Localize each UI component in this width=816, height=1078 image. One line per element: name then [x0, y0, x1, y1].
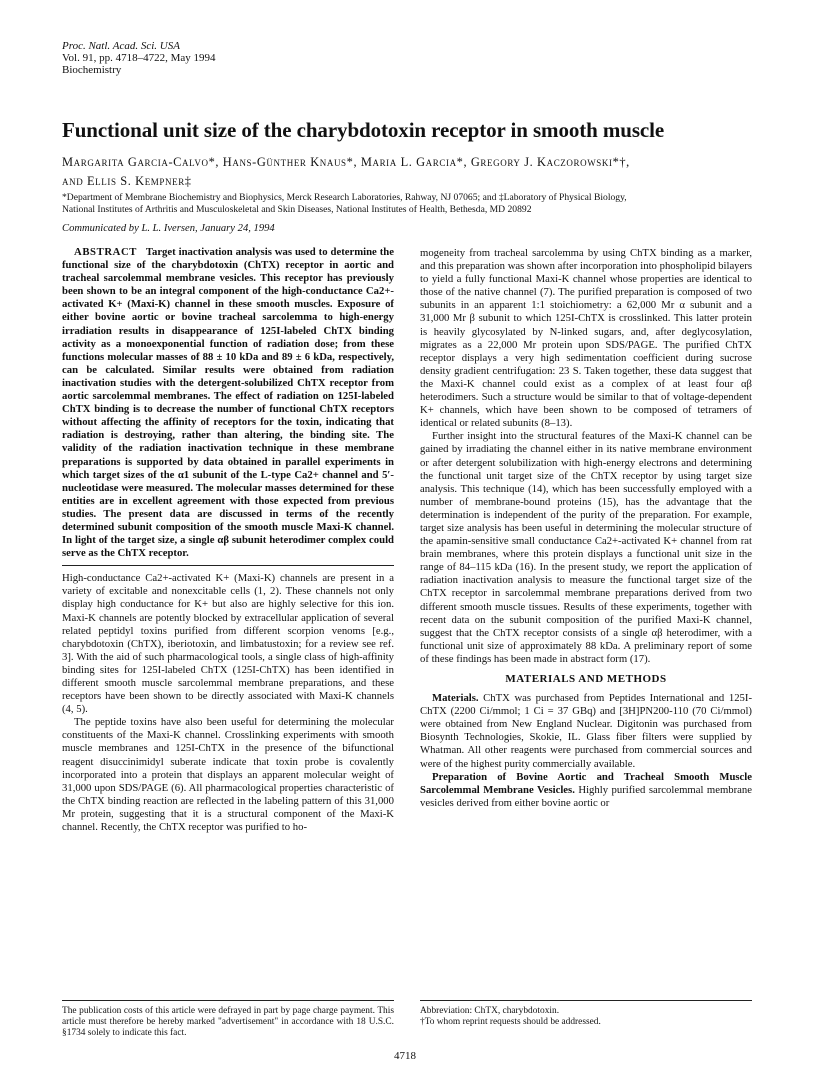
footnote-divider-left	[62, 1000, 394, 1001]
footnotes	[420, 1006, 752, 1028]
materials-paragraph	[420, 692, 752, 771]
publication-cost-note: The publication costs of this article were defrayed in part by page charge payment. This article must therefore be hereby marked "advertisement" in accordance with 18 U.S.C. §1734 solely to indicate this fact.	[62, 1006, 394, 1038]
footnote-divider-right	[420, 1000, 752, 1001]
intro-paragraph-3: mogeneity from tracheal sarcolemma by using ChTX binding as a marker, and this preparation was shown after incorporation into phospholipid bilayers to yield a fully functional Maxi-K channel whose properties are identical to those of the native channel (7). The purified preparation is composed of two subunits in an apparent 1:1 stoichiometry: a 62,000 Mr α subunit and a 31,000 Mr β subunit to which 125I-ChTX is crosslinked. This latter protein is heavily glycosylated by N-linked sugars, and, after deglycosylation, migrates as a 22,000 Mr protein upon SDS/PAGE. The purified ChTX receptor displays a very high sedimentation coefficient during sucrose density gradient centrifugation: 23 S. Taken together, these data suggest that the Maxi-K channel could exist as a complex of at least four αβ heterodimers. Such a structure would be similar to that of voltage-dependent K+ channels, which have been shown to be composed of tetramers of identical or related subunits (8–13).	[420, 247, 752, 430]
preparation-label: Preparation of Bovine Aortic and Tracheal Smooth Muscle Sarcolemmal Membrane Vesicles.	[420, 770, 752, 796]
methods-heading: MATERIALS AND METHODS	[505, 673, 667, 685]
affiliation-line-1: *Department of Membrane Biochemistry and Biophysics, Merck Research Laboratories, Rahway, NJ 07065; and ‡Laboratory of Physical Biology,	[62, 192, 627, 203]
journal-header	[62, 40, 216, 76]
preparation-paragraph	[420, 771, 752, 810]
right-column	[420, 247, 752, 810]
intro-paragraph-4: Further insight into the structural features of the Maxi-K channel can be gained by irradiating the channel either in its native membrane environment or after detergent solubilization with high-energy electrons and determining the functional unit target size of the ChTX receptor by using target size analysis. This technique (14), which has been successfully employed with a number of membrane-bound proteins (15), has the advantage that the determination is independent of the purity of the preparation. For example, target size analysis has been useful in determining the molecular structure of the apamin-sensitive small conductance Ca2+-activated K+ channel from rat brain membranes, where this protein displays a functional unit size in the range of 84–115 kDa (16). In the present study, we report the application of radiation inactivation analysis to measure the functional target size of the ChTX receptor in sarcolemmal membrane preparations derived from two different smooth muscle tissues. Results of these experiments, together with recent data on the subunit composition of the purified Maxi-K channel, suggest that the ChTX receptor consists of a single αβ heterodimer, with a functional unit size of approximately 88 kDa. A preliminary report of some of these findings has been made in abstract form (17).	[420, 430, 752, 665]
materials-text: ChTX was purchased from Peptides International and 125I-ChTX (2200 Ci/mmol; 1 Ci = 37 GBq) and [3H]PN200-110 (70 Ci/mmol) were obtained from New England Nuclear. Digitonin was purchased from Biosynth Technologies, Skokie, IL. Glass fiber filters were supplied by Whatman. All other reagents were purchased from commercial sources and were of the highest purity commercially available.	[420, 692, 753, 770]
communicated-by: Communicated by L. L. Iversen, January 24, 1994	[62, 223, 275, 234]
preparation-text: Highly purified sarcolemmal membrane vesicles derived from either bovine aortic or	[420, 783, 753, 809]
materials-label: Materials.	[432, 692, 479, 705]
abstract-text: Target inactivation analysis was used to determine the functional size of the charybdotoxin (ChTX) receptor in aortic and tracheal sarcolemmal membrane vesicles. This receptor has previously been shown to be an integral component of the high-conductance Ca2+-activated K+ (Maxi-K) channel in these smooth muscles. Exposure of either bovine aortic or bovine tracheal sarcolemma to high-energy irradiation results in disappearance of 125I-labeled ChTX binding activity as a monoexponential function of radiation dose; from these functions molecular masses of 88 ± 10 kDa and 89 ± 6 kDa, respectively, can be calculated. Similar results were obtained from radiation inactivation studies with the detergent-solubilized ChTX receptor from aortic sarcolemmal membranes. The effect of radiation on 125I-labeled ChTX binding is to decrease the number of functional ChTX receptors without affecting the affinity of receptors for the toxin, indicating that radiation is destroying, rather than altering, the binding site. The validity of the radiation inactivation technique in these membrane preparations is supported by data obtained in parallel experiments in which target sizes of the α1 subunit of the L-type Ca2+ channel and 5′-nucleotidase were measured. The molecular masses determined for these entities are in excellent agreement with those expected from previous studies. The present data are discussed in terms of the recently determined subunit composition of the smooth muscle Maxi-K channel. In light of the target size, a single αβ subunit heterodimer complex could serve as the ChTX receptor.	[62, 246, 394, 560]
intro-paragraph-2: The peptide toxins have also been useful for determining the molecular constituents of the Maxi-K channel. Crosslinking experiments with smooth muscle membranes and 125I-ChTX in the presence of the bifunctional reagent disuccinimidyl suberate indicate that toxin probe is covalently incorporated into a protein that displays an apparent molecular weight of 31,000 upon SDS/PAGE (6). All pharmacological properties characteristic of the ChTX binding reaction are reflected in the labeling pattern of this 31,000 Mr protein, suggesting that it is a structural component of the Maxi-K channel. Recently, the ChTX receptor was purified to ho-	[62, 716, 394, 834]
journal-section: Biochemistry	[62, 64, 122, 76]
author-line-2: and Ellis S. Kempner‡	[62, 174, 192, 188]
journal-name: Proc. Natl. Acad. Sci. USA	[62, 40, 180, 52]
reprint-note: †To whom reprint requests should be addressed.	[420, 1017, 601, 1027]
abstract-divider	[62, 565, 394, 566]
journal-volume: Vol. 91, pp. 4718–4722, May 1994	[62, 52, 216, 64]
article-title: Functional unit size of the charybdotoxin receptor in smooth muscle	[62, 118, 665, 142]
affiliation-line-2: National Institutes of Arthritis and Musculoskeletal and Skin Diseases, National Institutes of Health, Bethesda, MD 20892	[62, 204, 532, 215]
abbreviation-note: Abbreviation: ChTX, charybdotoxin.	[420, 1006, 560, 1016]
page-number: 4718	[394, 1050, 416, 1062]
author-list	[62, 153, 762, 191]
affiliations	[62, 192, 762, 216]
author-line-1: Margarita Garcia-Calvo*, Hans-Günther Knaus*, Maria L. Garcia*, Gregory J. Kaczorowski*†,	[62, 155, 630, 169]
intro-paragraph-1: High-conductance Ca2+-activated K+ (Maxi-K) channels are present in a variety of excitable and nonexcitable cells (1, 2). These channels not only display high conductance for K+ but also are highly selective for this ion. Maxi-K channels are potently blocked by extracellular application of several related peptidyl toxins purified from different scorpion venoms [e.g., charybdotoxin (ChTX), iberiotoxin, and limbatustoxin; for a review see ref. 3]. With the aid of such pharmacological tools, a single class of high-affinity binding sites for 125I-labeled ChTX (125I-ChTX) has been identified in different smooth muscle sarcolemmal membrane preparations, and these receptors have been shown to be directly associated with Maxi-K channels (4, 5).	[62, 572, 394, 716]
left-column	[62, 246, 394, 834]
abstract	[62, 246, 394, 560]
abstract-label: ABSTRACT	[74, 246, 138, 258]
